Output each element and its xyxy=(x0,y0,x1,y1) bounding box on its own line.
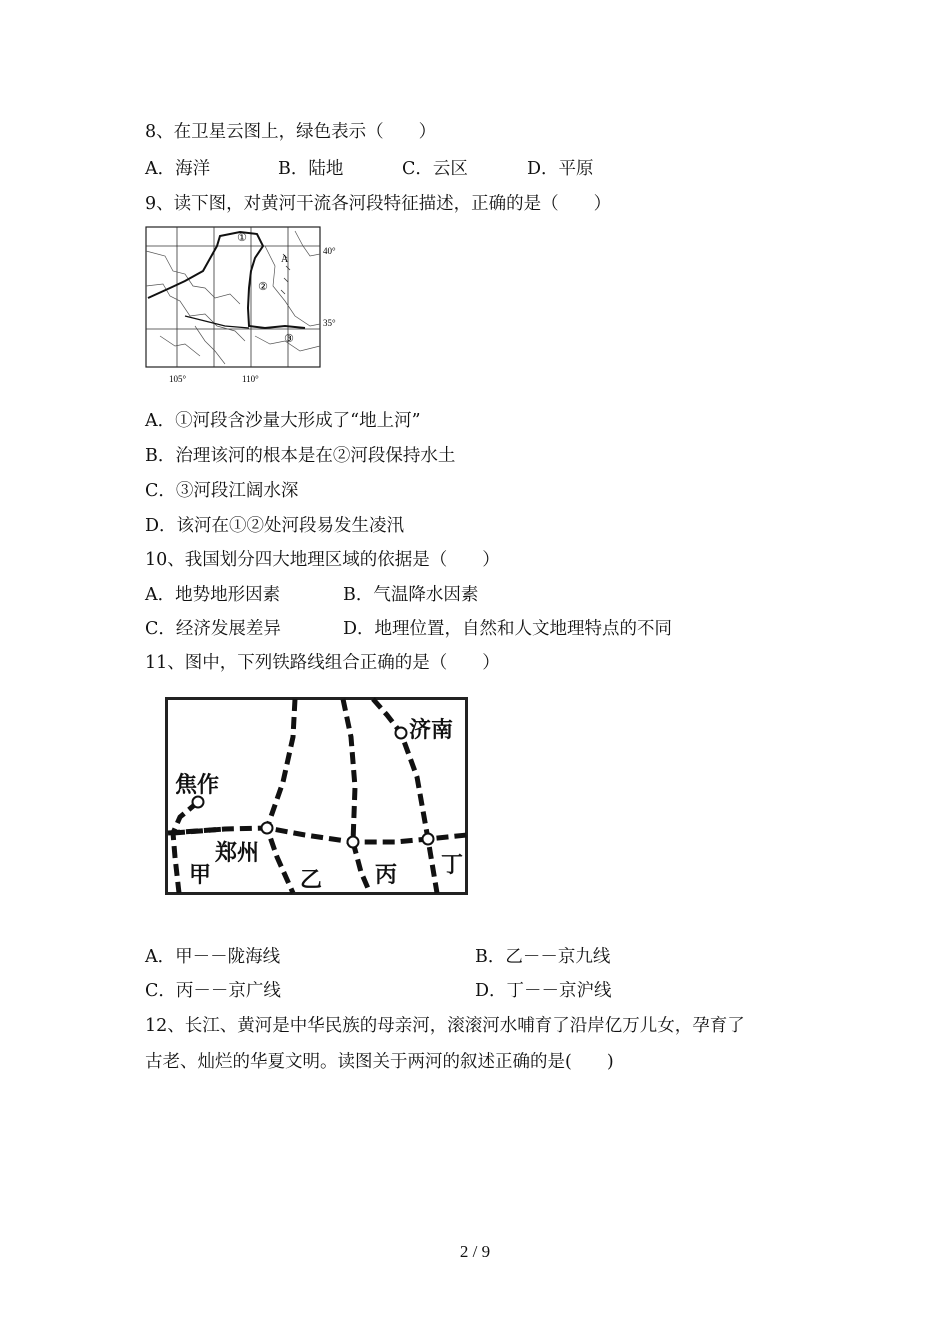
q8-option-b: B．陆地 xyxy=(278,159,344,179)
river-section-1-label: ① xyxy=(237,231,247,244)
q9-option-b: B．治理该河的根本是在②河段保持水土 xyxy=(145,446,456,466)
q8-option-d: D．平原 xyxy=(527,159,594,179)
river-section-2-label: ② xyxy=(258,280,268,293)
yellow-river-map xyxy=(145,226,350,386)
q9-option-a: A．①河段含沙量大形成了“地上河” xyxy=(145,411,421,431)
question-12-stem-line-2: 古老、灿烂的华夏文明。读图关于两河的叙述正确的是( ) xyxy=(145,1052,614,1072)
page-number: 2 / 9 xyxy=(459,1242,491,1261)
jiaozuo-label: 焦作 xyxy=(175,773,220,798)
q10-option-a: A．地势地形因素 xyxy=(145,585,281,605)
q8-option-c: C．云区 xyxy=(402,159,468,179)
zhengzhou-label: 郑州 xyxy=(215,841,260,866)
jinan-label: 济南 xyxy=(409,718,454,743)
river-section-3-label: ③ xyxy=(284,332,294,345)
q10-option-b: B．气温降水因素 xyxy=(343,585,479,605)
q11-option-b: B．乙－－京九线 xyxy=(475,947,611,967)
lat-40-label: 40° xyxy=(323,246,336,256)
line-bing-label: 丙 xyxy=(375,863,398,888)
q11-option-a: A．甲－－陇海线 xyxy=(145,947,281,967)
lat-35-label: 35° xyxy=(323,318,336,328)
line-yi-label: 乙 xyxy=(300,868,323,893)
lon-110-label: 110° xyxy=(242,374,259,384)
q10-option-d: D．地理位置，自然和人文地理特点的不同 xyxy=(343,619,673,639)
question-11-stem: 11、图中，下列铁路线组合正确的是（ ） xyxy=(145,653,500,673)
lon-105-label: 105° xyxy=(169,374,187,384)
q9-option-c: C．③河段江阔水深 xyxy=(145,481,299,501)
question-10-stem: 10、我国划分四大地理区域的依据是（ ） xyxy=(145,550,500,570)
point-a-label: A xyxy=(281,254,289,265)
q9-option-d: D．该河在①②处河段易发生凌汛 xyxy=(145,516,405,536)
q8-option-a: A．海洋 xyxy=(145,159,211,179)
question-12-stem-line-1: 12、长江、黄河是中华民族的母亲河，滚滚河水哺育了沿岸亿万儿女，孕育了 xyxy=(145,1016,745,1036)
railway-map xyxy=(165,697,470,897)
q11-option-d: D．丁－－京沪线 xyxy=(475,981,612,1001)
line-jia-label: 甲 xyxy=(189,863,212,888)
question-9-stem: 9、读下图，对黄河干流各河段特征描述，正确的是（ ） xyxy=(145,194,612,214)
q11-option-c: C．丙－－京广线 xyxy=(145,981,281,1001)
q10-option-c: C．经济发展差异 xyxy=(145,619,281,639)
question-8-stem: 8、在卫星云图上，绿色表示（ ） xyxy=(145,122,437,142)
line-ding-label: 丁 xyxy=(441,853,464,878)
